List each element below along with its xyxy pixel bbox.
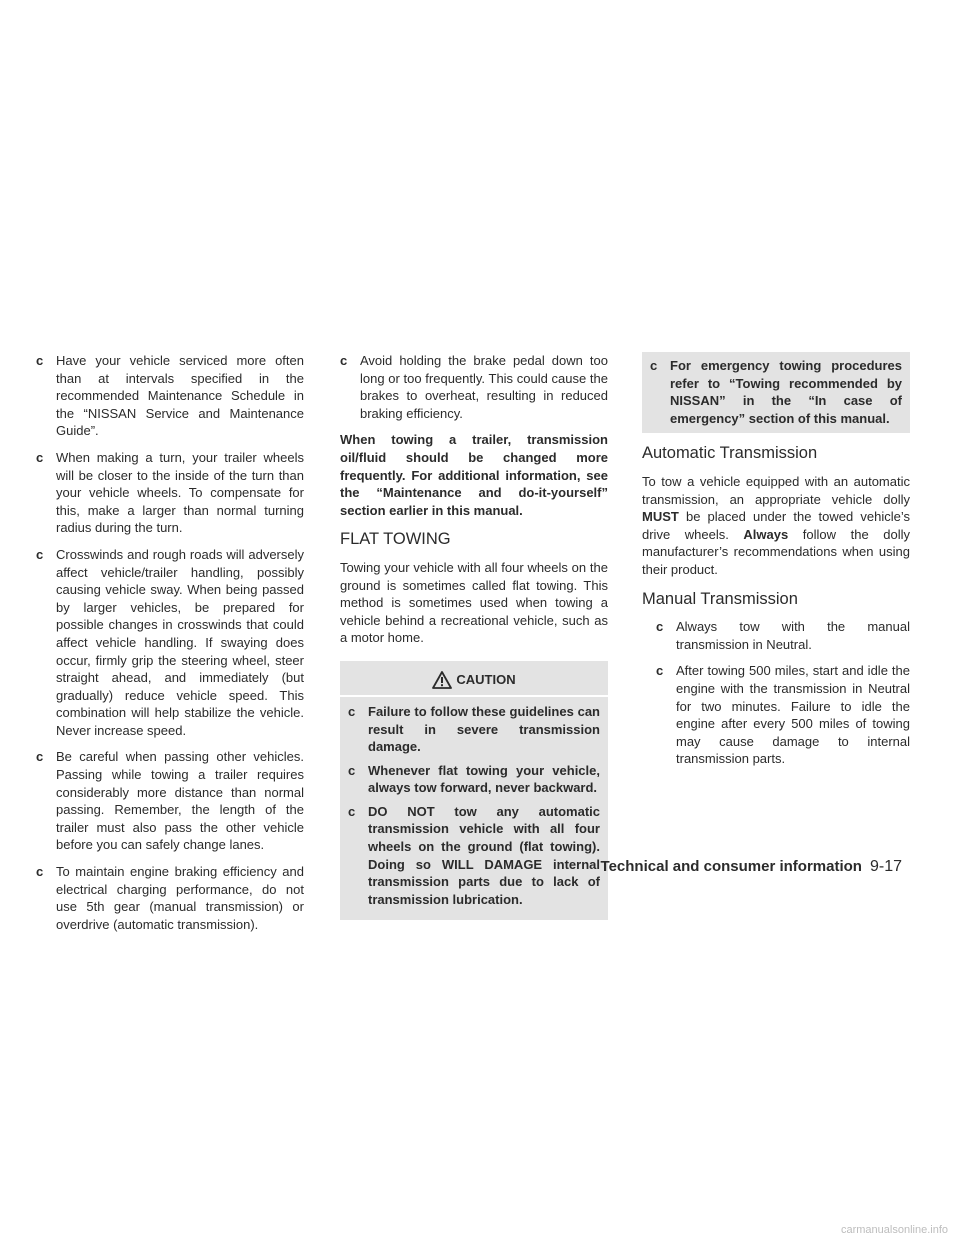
list-item: c When making a turn, your trailer wheels will be closer to the inside of the turn than your vehicle wheels. To compensate for this, make a larger than normal turning radius during the turn. <box>36 449 304 537</box>
transmission-note: When towing a trailer, transmission oil/fluid should be changed more frequently. For additional information, see the “Maintenance and do-it-yourself” section earlier in this manual. <box>340 432 608 518</box>
caution-title: CAUTION <box>456 672 516 688</box>
column-right <box>642 352 910 777</box>
page-number: 9-17 <box>869 858 902 875</box>
list-item: c Always tow with the manual transmission in Neutral. <box>656 618 910 653</box>
list-item: c Have your vehicle serviced more often than at intervals specified in the recommended Maintenance Schedule in the “NISSAN Service and Maintenance Guide”. <box>36 352 304 440</box>
list-item: c To maintain engine braking efficiency and electrical charging performance, do not use 5th gear (manual transmission) or overdrive (automatic transmission). <box>36 863 304 933</box>
emergency-note: c For emergency towing procedures refer to “Towing recommended by NISSAN” in the “In case of emergency” section of this manual. <box>650 357 902 427</box>
watermark: carmanualsonline.info <box>840 1224 948 1236</box>
caution-item: c Whenever flat towing your vehicle, always tow forward, never backward. <box>348 762 600 797</box>
section-heading-flat-towing: FLAT TOWING <box>340 530 451 549</box>
emergency-note-box <box>642 352 910 433</box>
page-footer <box>601 858 902 876</box>
warning-icon <box>432 671 452 689</box>
caution-item: c DO NOT tow any automatic transmission vehicle with all four wheels on the ground (flat towing). Doing so WILL DAMAGE internal transmission parts due to lack of transmission lubrication. <box>348 803 600 909</box>
column-middle <box>340 352 608 920</box>
column-left <box>36 352 304 942</box>
footer-section-title: Technical and consumer information <box>600 858 862 875</box>
caution-box <box>340 661 608 921</box>
flat-towing-paragraph: Towing your vehicle with all four wheels on the ground is sometimes called flat towing. This method is sometimes used when towing a vehicle behind a recreational vehicle, such as a motor home. <box>340 559 608 646</box>
section-heading-automatic: Automatic Transmission <box>642 444 818 463</box>
caution-header <box>340 666 608 697</box>
list-item: c After towing 500 miles, start and idle the engine with the transmission in Neutral for two minutes. Failure to idle the engine after every 500 miles of towing may cause damage to internal transmission parts. <box>656 662 910 768</box>
list-item: c Crosswinds and rough roads will adversely affect vehicle/trailer handling, possibly causing vehicle sway. When being passed by larger vehicles, be prepared for possible changes in crosswinds that could affect vehicle handling. If swaying does occur, firmly grip the steering wheel, steer straight ahead, and immediately (but gradually) reduce vehicle speed. This combination will help stabilize the vehicle. Never increase speed. <box>36 546 304 740</box>
automatic-paragraph: To tow a vehicle equipped with an automatic transmission, an appropriate vehicle dolly MUST be placed under the towed vehicle’s drive wheels. Always follow the dolly manufacturer’s recommendations when using their product. <box>642 473 910 577</box>
section-heading-manual: Manual Transmission <box>642 589 798 608</box>
list-item: c Be careful when passing other vehicles. Passing while towing a trailer requires considerably more distance than normal passing. Remember, the length of the trailer must also pass the other vehicle before you can safely change lanes. <box>36 748 304 854</box>
list-item: c Avoid holding the brake pedal down too long or too frequently. This could cause the brakes to overheat, resulting in reduced braking efficiency. <box>340 352 608 422</box>
caution-item: c Failure to follow these guidelines can result in severe transmission damage. <box>348 703 600 756</box>
manual-list <box>642 618 910 768</box>
